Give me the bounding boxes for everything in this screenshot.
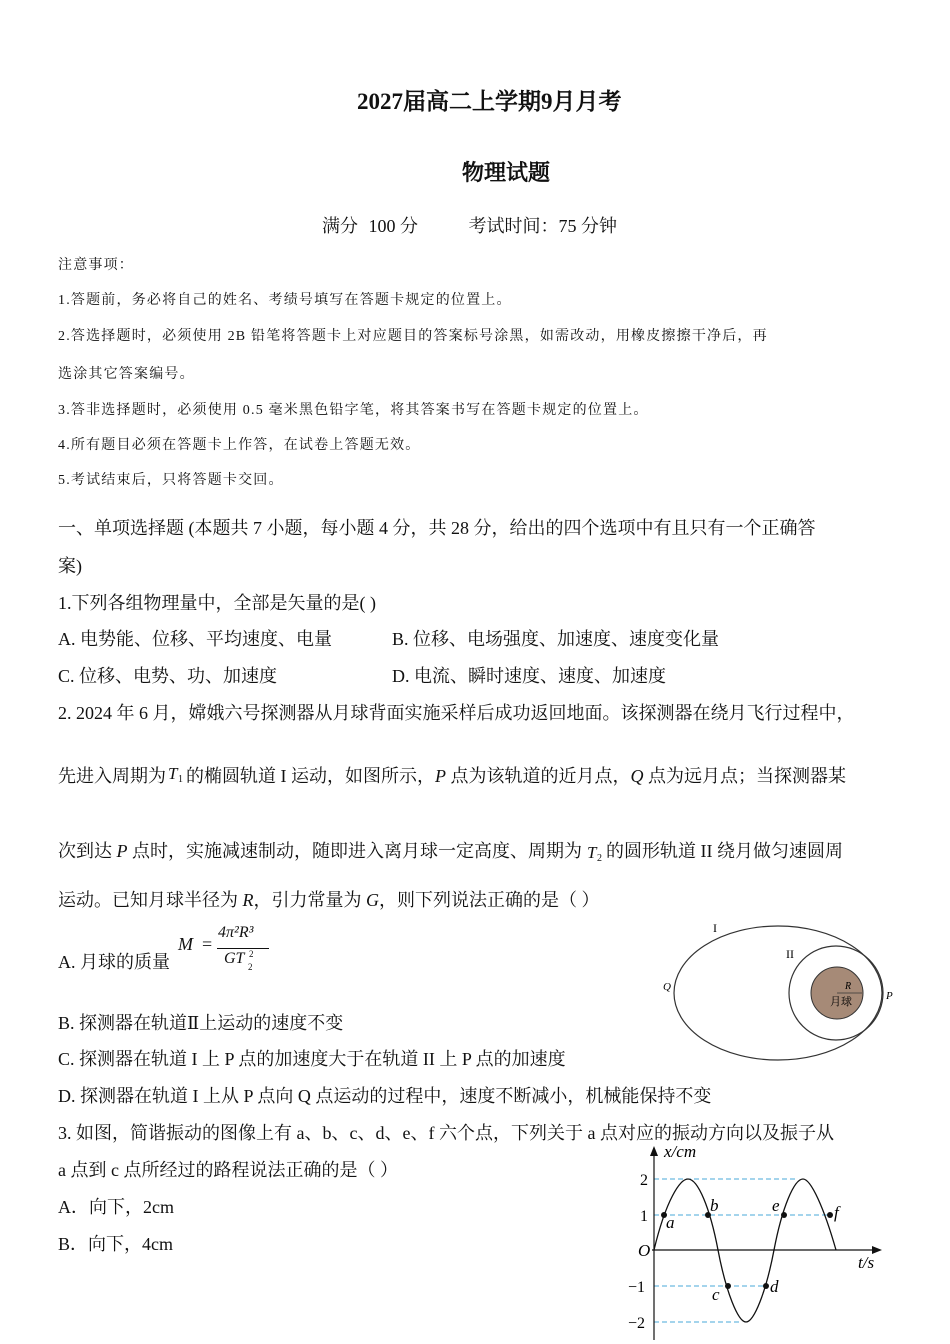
- q2-line2: 先进入周期为 T 1 的椭圆轨道 I 运动，如图所示，P 点为该轨道的近月点，Q 点为远月点；当探测器某: [58, 764, 846, 786]
- label-P: P: [886, 990, 893, 1002]
- notice-item: 2.答选择题时，必须使用 2B 铅笔将答题卡上对应题目的答案标号涂黑，如需改动，用橡皮擦擦干净后，再: [58, 329, 768, 344]
- label-orbit-II: II: [786, 947, 794, 961]
- time-label: 考试时间：75 分钟: [468, 216, 617, 236]
- notice-heading: 注意事项：: [58, 258, 134, 273]
- label-a: a: [666, 1213, 675, 1232]
- notice-item: 4.所有题目必须在答题卡上作答，在试卷上答题无效。: [58, 438, 421, 453]
- x-axis-arrow: [650, 1146, 658, 1156]
- origin-label: O: [638, 1241, 651, 1260]
- label-d: d: [770, 1277, 779, 1296]
- q2-line1: 2. 2024 年 6 月，嫦娥六号探测器从月球背面实施采样后成功返回地面。该探测器在绕月飞行过程中，: [58, 703, 855, 723]
- notice-item: 选涂其它答案编号。: [58, 367, 195, 382]
- point-f: [827, 1212, 833, 1218]
- T2-subscript: 2: [597, 853, 602, 864]
- q2-option-a: A. 月球的质量: [58, 952, 170, 972]
- formula-numerator: 4π²R³: [218, 924, 254, 941]
- q1-option-b: B. 位移、电场强度、加速度、速度变化量: [392, 629, 720, 649]
- moon-label: 月球: [830, 996, 852, 1008]
- formula-denominator: GT: [224, 950, 245, 967]
- y-axis-label: x/cm: [664, 1142, 697, 1161]
- label-e: e: [772, 1196, 780, 1215]
- T1-symbol: T: [168, 764, 178, 783]
- point-e: [781, 1212, 787, 1218]
- q3-option-a: A．向下，2cm: [58, 1197, 174, 1217]
- section-heading-cont: 案): [58, 556, 82, 576]
- point-c: [725, 1283, 731, 1289]
- notice-item: 3.答非选择题时，必须使用 0.5 毫米黑色铅字笔，将其答案书写在答题卡规定的位置上。: [58, 403, 649, 418]
- tick-minus1: −1: [628, 1279, 646, 1296]
- exam-meta: [322, 212, 617, 238]
- exam-title: 2027届高二上学期9月月考: [357, 89, 622, 114]
- q3-line1: 3. 如图，简谐振动的图像上有 a、b、c、d、e、f 六个点，下列关于 a 点对应的振动方向以及振子从: [58, 1123, 834, 1143]
- q1-option-d: D. 电流、瞬时速度、速度、加速度: [392, 666, 666, 686]
- formula-fraction-bar: [217, 948, 269, 949]
- notice-item: 1.答题前，务必将自己的姓名、考绩号填写在答题卡规定的位置上。: [58, 293, 512, 308]
- tick-1: 1: [640, 1208, 648, 1225]
- score-unit: 分: [400, 216, 418, 236]
- label-Q: Q: [663, 981, 671, 993]
- formula-den-sup: 2: [249, 949, 254, 959]
- label-orbit-I: I: [713, 921, 717, 935]
- q3-option-b: B．向下，4cm: [58, 1234, 173, 1254]
- label-R: R: [845, 981, 852, 992]
- score-value: 100: [368, 216, 396, 236]
- q2-line4: 运动。已知月球半径为 R，引力常量为 G，则下列说法正确的是（ ）: [58, 890, 600, 910]
- label-b: b: [710, 1196, 719, 1215]
- x-axis-label: t/s: [858, 1253, 875, 1272]
- q1-option-c: C. 位移、电势、功、加速度: [58, 666, 278, 686]
- subject-title: 物理试题: [462, 160, 551, 185]
- tick-2: 2: [640, 1172, 648, 1189]
- q3-line2: a 点到 c 点所经过的路程说法正确的是（ ）: [58, 1160, 398, 1180]
- point-d: [763, 1283, 769, 1289]
- label-f: f: [834, 1203, 839, 1222]
- tick-minus2: −2: [628, 1315, 646, 1332]
- section-heading: 一、单项选择题 (本题共 7 小题，每小题 4 分，共 28 分，给出的四个选项中有且只有一个正确答: [58, 518, 816, 538]
- q2-option-c: C. 探测器在轨道 I 上 P 点的加速度大于在轨道 II 上 P 点的加速度: [58, 1049, 566, 1069]
- formula-M: M: [178, 934, 193, 954]
- label-c: c: [712, 1285, 720, 1304]
- q2-option-d: D. 探测器在轨道 I 上从 P 点向 Q 点运动的过程中，速度不断减小，机械能保持不变: [58, 1086, 712, 1106]
- T1-subscript: 1: [178, 774, 183, 785]
- formula-den-sub: 2: [248, 962, 253, 972]
- q2-line3: 次到达 P 点时，实施减速制动，随即进入离月球一定高度、周期为 T 2 的圆形轨道 II 绕月做匀速圆周: [58, 841, 843, 864]
- q2-option-b: B. 探测器在轨道Ⅱ上运动的速度不变: [58, 1013, 344, 1033]
- orbit-diagram: [660, 920, 900, 1065]
- T2-symbol: T: [587, 843, 597, 862]
- notice-item: 5.考试结束后，只将答题卡交回。: [58, 473, 284, 488]
- score-label: 满分: [322, 216, 358, 236]
- shm-graph: [620, 1138, 890, 1342]
- formula-equals: =: [202, 934, 213, 954]
- q1-stem: 1.下列各组物理量中，全部是矢量的是( ): [58, 593, 376, 613]
- q1-option-a: A. 电势能、位移、平均速度、电量: [58, 629, 332, 649]
